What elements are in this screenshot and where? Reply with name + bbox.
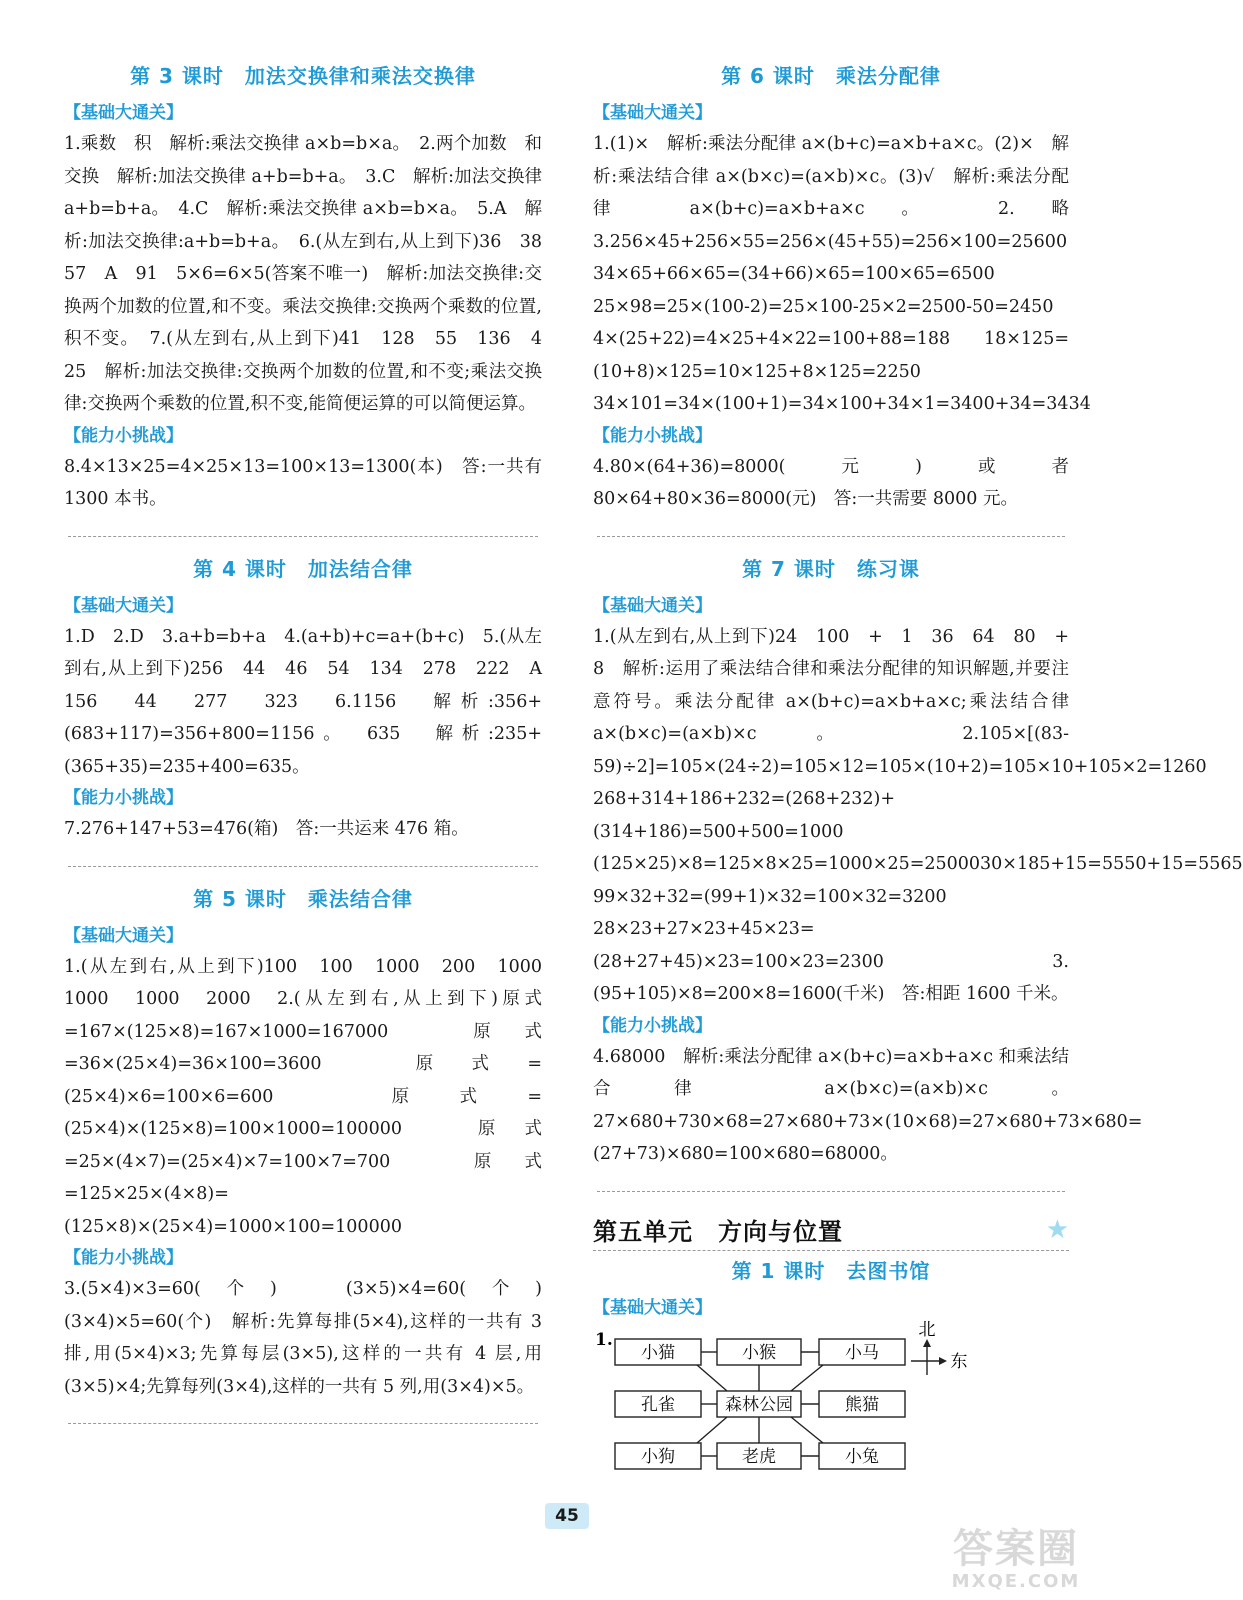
map-cell-panda: 熊猫	[845, 1394, 879, 1415]
lesson-7-challenge-tag: 【能力小挑战】	[593, 1015, 712, 1036]
divider	[68, 1423, 538, 1424]
unit-heading	[593, 1210, 1069, 1251]
map-cell-rabbit: 小兔	[845, 1446, 879, 1467]
lesson-5-challenge-answers: 3.(5×4)×3=60(个) (3×5)×4=60(个) (3×4)×5=60(个) 解析:先算每排(5×4),这样的一共有 3 排,用(5×4)×3;先算每层(3×5),这样的一共有 4 层,用(3×5)×4;先算每列(3×4),这样的一共有 5 列,用(3×4)×5。	[64, 1279, 560, 1397]
map-cell-horse: 小马	[845, 1342, 879, 1363]
compass-east-label: 东	[950, 1351, 968, 1372]
lesson-6-basic-answers: 1.(1)× 解析:乘法分配律 a×(b+c)=a×b+a×c。(2)× 解析:乘法结合律 a×(b×c)=(a×b)×c。(3)√ 解析:乘法分配律 a×(b+c)=a×b+a×c。 2.略 3.256×45+256×55=256×(45+55)=256×100=25600 34×65+66×65=(34+66)×65=100×65=6500 25×98=25×(100-2)=25×100-25×2=2500-50=2450 4×(25+22)=4×25+4×22=100+88=188 18×125=(10+8)×125=10×125+8×125=2250 34×101=34×(100+1)=34×100+34×1=3400+34=3434	[593, 134, 1091, 414]
lesson-6-challenge-answers: 4.80×(64+36)=8000(元)或者 80×64+80×36=8000(元) 答:一共需要 8000 元。	[593, 456, 1069, 509]
map-cell-tiger: 老虎	[742, 1446, 776, 1467]
unit-lesson-1-title: 第 1 课时 去图书馆	[731, 1258, 931, 1283]
lesson-4-basic-tag: 【基础大通关】	[64, 595, 183, 616]
lesson-3-challenge-answers: 8.4×13×25=4×25×13=100×13=1300(本) 答:一共有 1300 本书。	[64, 456, 542, 509]
lesson-4-challenge-tag: 【能力小挑战】	[64, 788, 183, 808]
question-number: 1.	[595, 1329, 613, 1350]
map-cell-monkey: 小猴	[742, 1342, 776, 1363]
right-column	[593, 56, 1243, 1485]
unit-basic-tag: 【基础大通关】	[593, 1297, 712, 1318]
lesson-7-title: 第 7 课时 练习课	[742, 556, 920, 581]
lesson-5-title: 第 5 课时 乘法结合律	[193, 886, 413, 911]
unit-title: 第五单元 方向与位置	[593, 1218, 843, 1246]
lesson-5-challenge-tag: 【能力小挑战】	[64, 1248, 183, 1268]
lesson-4-challenge-answers: 7.276+147+53=476(箱) 答:一共运来 476 箱。	[64, 819, 469, 839]
divider	[68, 536, 538, 537]
lesson-4-title: 第 4 课时 加法结合律	[193, 556, 413, 581]
divider	[597, 536, 1065, 537]
lesson-3-title: 第 3 课时 加法交换律和乘法交换律	[130, 64, 476, 88]
compass-north-label: 北	[918, 1319, 936, 1340]
map-cell-forest-park: 森林公园	[725, 1394, 793, 1415]
map-cell-peacock: 孔雀	[641, 1394, 675, 1415]
lesson-3-challenge-tag: 【能力小挑战】	[64, 425, 183, 446]
lesson-7-basic-tag: 【基础大通关】	[593, 595, 712, 616]
lesson-5-basic-tag: 【基础大通关】	[64, 925, 183, 946]
divider	[68, 866, 538, 867]
map-question	[593, 1319, 1069, 1485]
lesson-3-basic-tag: 【基础大通关】	[64, 103, 183, 123]
watermark-url: MXQE.COM	[951, 1571, 1081, 1592]
map-cell-cat: 小猫	[641, 1342, 675, 1363]
lesson-3-basic-answers: 1.乘数 积 解析:乘法交换律 a×b=b×a。 2.两个加数 和 交换 解析:加法交换律 a+b=b+a。 3.C 解析:加法交换律 a+b=b+a。 4.C 解析:乘法交换律 a×b=b×a。 5.A 解析:加法交换律:a+b=b+a。 6.(从左到右,从上到下)36 38 57 A 91 5×6=6×5(答案不唯一) 解析:加法交换律:交换两个加数的位置,和不变。乘法交换律:交换两个乘数的位置,积不变。 7.(从左到右,从上到下)41 128 55 136 4 25 解析:加法交换律:交换两个加数的位置,和不变;乘法交换律:交换两个乘数的位置,积不变,能简便运算的可以简便运算。	[64, 134, 560, 414]
lesson-7-challenge-answers: 4.68000 解析:乘法分配律 a×(b+c)=a×b+a×c 和乘法结合律 a×(b×c)=(a×b)×c。27×680+730×68=27×680+73×(10×68)=27×680+73×680=(27+73)×680=100×680=68000。	[593, 1046, 1143, 1164]
lesson-6-basic-tag: 【基础大通关】	[593, 103, 712, 123]
left-column	[64, 56, 560, 1442]
watermark-main: 答案圈	[953, 1526, 1079, 1572]
map-cell-dog: 小狗	[641, 1446, 675, 1467]
compass-icon	[911, 1339, 947, 1375]
lesson-4-basic-answers: 1.D 2.D 3.a+b=b+a 4.(a+b)+c=a+(b+c) 5.(从左到右,从上到下)256 44 46 54 134 278 222 A 156 44 277 323 6.1156 解析:356+(683+117)=356+800=1156。 635 解析:235+(365+35)=235+400=635。	[64, 626, 560, 777]
divider	[597, 1191, 1065, 1192]
watermark-logo	[941, 1527, 1091, 1592]
lesson-6-challenge-tag: 【能力小挑战】	[593, 425, 712, 446]
lesson-5-basic-answers: 1.(从左到右,从上到下)100 100 1000 200 1000 1000 1000 2000 2.(从左到右,从上到下)原式=167×(125×8)=167×1000=167000 原式=36×(25×4)=36×100=3600 原式=(25×4)×6=100×6=600 原式=(25×4)×(125×8)=100×1000=100000 原式=25×(4×7)=(25×4)×7=100×7=700 原式=125×25×(4×8)=(125×8)×(25×4)=1000×100=100000	[64, 956, 560, 1237]
location-map	[593, 1319, 1069, 1485]
star-icon: ★	[1045, 1214, 1069, 1245]
lesson-6-title: 第 6 课时 乘法分配律	[721, 64, 941, 88]
lesson-7-basic-answers: 1.(从左到右,从上到下)24 100 + 1 36 64 80 + 8 解析:运用了乘法结合律和乘法分配律的知识解题,并要注意符号。乘法分配律 a×(b+c)=a×b+a×c;乘法结合律 a×(b×c)=(a×b)×c。 2.105×[(83-59)÷2]=105×(24÷2)=105×12=105×(10+2)=105×10+105×2=1260 268+314+186+232=(268+232)+(314+186)=500+500=1000 (125×25)×8=125×8×25=1000×25=2500030×185+15=5550+15=5565 99×32+32=(99+1)×32=100×32=3200 28×23+27×23+45×23=(28+27+45)×23=100×23=2300 3.(95+105)×8=200×8=1600(千米) 答:相距 1600 千米。	[593, 626, 1243, 1004]
page-number: 45	[545, 1503, 589, 1529]
